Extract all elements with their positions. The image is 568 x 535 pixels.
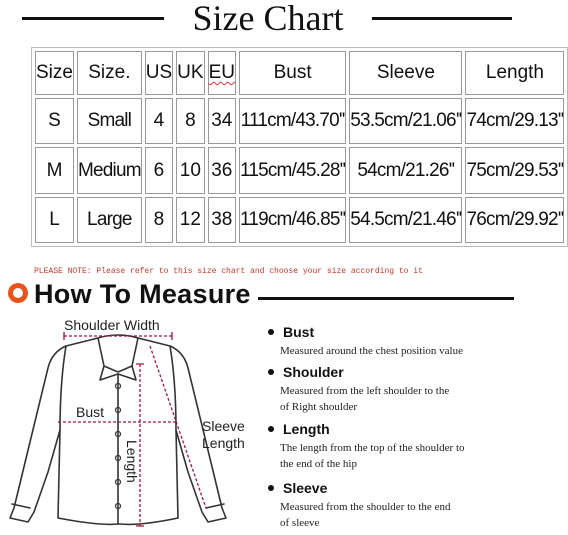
measure-desc: the end of the hip	[280, 458, 357, 470]
table-header-row	[35, 51, 564, 95]
bullet-icon	[268, 426, 274, 432]
cell-uk: 10	[176, 147, 204, 193]
cell-sleeve: 54.5cm/21.46''	[349, 197, 462, 243]
measure-desc: Measured around the chest position value	[280, 345, 463, 357]
header-size: Size	[35, 51, 74, 95]
measure-item-sleeve	[268, 480, 508, 531]
cell-us: 4	[145, 98, 173, 144]
size-note: PLEASE NOTE: Please refer to this size chart and choose your size according to it	[34, 267, 423, 276]
length-label: Length	[124, 440, 140, 483]
title-rule-right	[372, 17, 512, 20]
sleeve-length-label-line2: Length	[202, 435, 245, 451]
bust-label: Bust	[76, 404, 105, 420]
measure-desc: of sleeve	[280, 517, 320, 529]
cell-size: M	[35, 147, 74, 193]
measure-name: Sleeve	[283, 480, 328, 496]
page-title: Size Chart	[192, 0, 344, 38]
table-row	[35, 98, 564, 144]
cell-sleeve: 54cm/21.26''	[349, 147, 462, 193]
cell-sleeve: 53.5cm/21.06''	[349, 98, 462, 144]
sleeve-length-label-line1: Sleeve	[202, 418, 245, 434]
circle-target-icon	[7, 282, 29, 304]
table-row	[35, 147, 564, 193]
measure-desc: Measured from the shoulder to the end	[280, 501, 451, 513]
cell-uk: 12	[176, 197, 204, 243]
header-us: US	[145, 51, 173, 95]
cell-bust: 119cm/46.85''	[239, 197, 346, 243]
header-sleeve: Sleeve	[349, 51, 462, 95]
header-bust: Bust	[239, 51, 346, 95]
cell-length: 74cm/29.13''	[465, 98, 564, 144]
measure-name: Bust	[283, 324, 315, 340]
header-size-name: Size.	[77, 51, 142, 95]
measure-item-bust	[268, 324, 508, 359]
measure-name: Length	[283, 421, 330, 437]
cell-size-name: Medium	[77, 147, 142, 193]
how-to-measure-title: How To Measure	[34, 279, 251, 309]
cell-length: 76cm/29.92''	[465, 197, 564, 243]
bullet-icon	[268, 329, 274, 335]
measure-desc: of Right shoulder	[280, 401, 357, 413]
size-chart-header	[0, 0, 522, 36]
cell-size-name: Small	[77, 98, 142, 144]
cell-eu: 38	[208, 197, 236, 243]
cell-bust: 115cm/45.28''	[239, 147, 346, 193]
measure-name: Shoulder	[283, 364, 344, 380]
cell-uk: 8	[176, 98, 204, 144]
cell-eu: 36	[208, 147, 236, 193]
cell-size: S	[35, 98, 74, 144]
measure-item-shoulder	[268, 364, 508, 415]
cell-size-name: Large	[77, 197, 142, 243]
header-length: Length	[465, 51, 564, 95]
shoulder-width-label: Shoulder Width	[64, 317, 160, 333]
header-uk: UK	[176, 51, 204, 95]
cell-length: 75cm/29.53''	[465, 147, 564, 193]
cell-eu: 34	[208, 98, 236, 144]
bullet-icon	[268, 485, 274, 491]
how-to-measure-header	[0, 278, 522, 310]
cell-bust: 111cm/43.70''	[239, 98, 346, 144]
measure-desc: Measured from the left shoulder to the	[280, 385, 450, 397]
title-rule-left	[22, 17, 164, 20]
measure-desc: The length from the top of the shoulder to	[280, 442, 465, 454]
cell-size: L	[35, 197, 74, 243]
table-row	[35, 197, 564, 243]
cell-us: 6	[145, 147, 173, 193]
measure-item-length	[268, 421, 508, 472]
size-table	[31, 47, 568, 247]
bullet-icon	[268, 369, 274, 375]
cell-us: 8	[145, 197, 173, 243]
header-eu: EU	[208, 51, 236, 95]
how-to-measure-rule	[258, 297, 514, 300]
